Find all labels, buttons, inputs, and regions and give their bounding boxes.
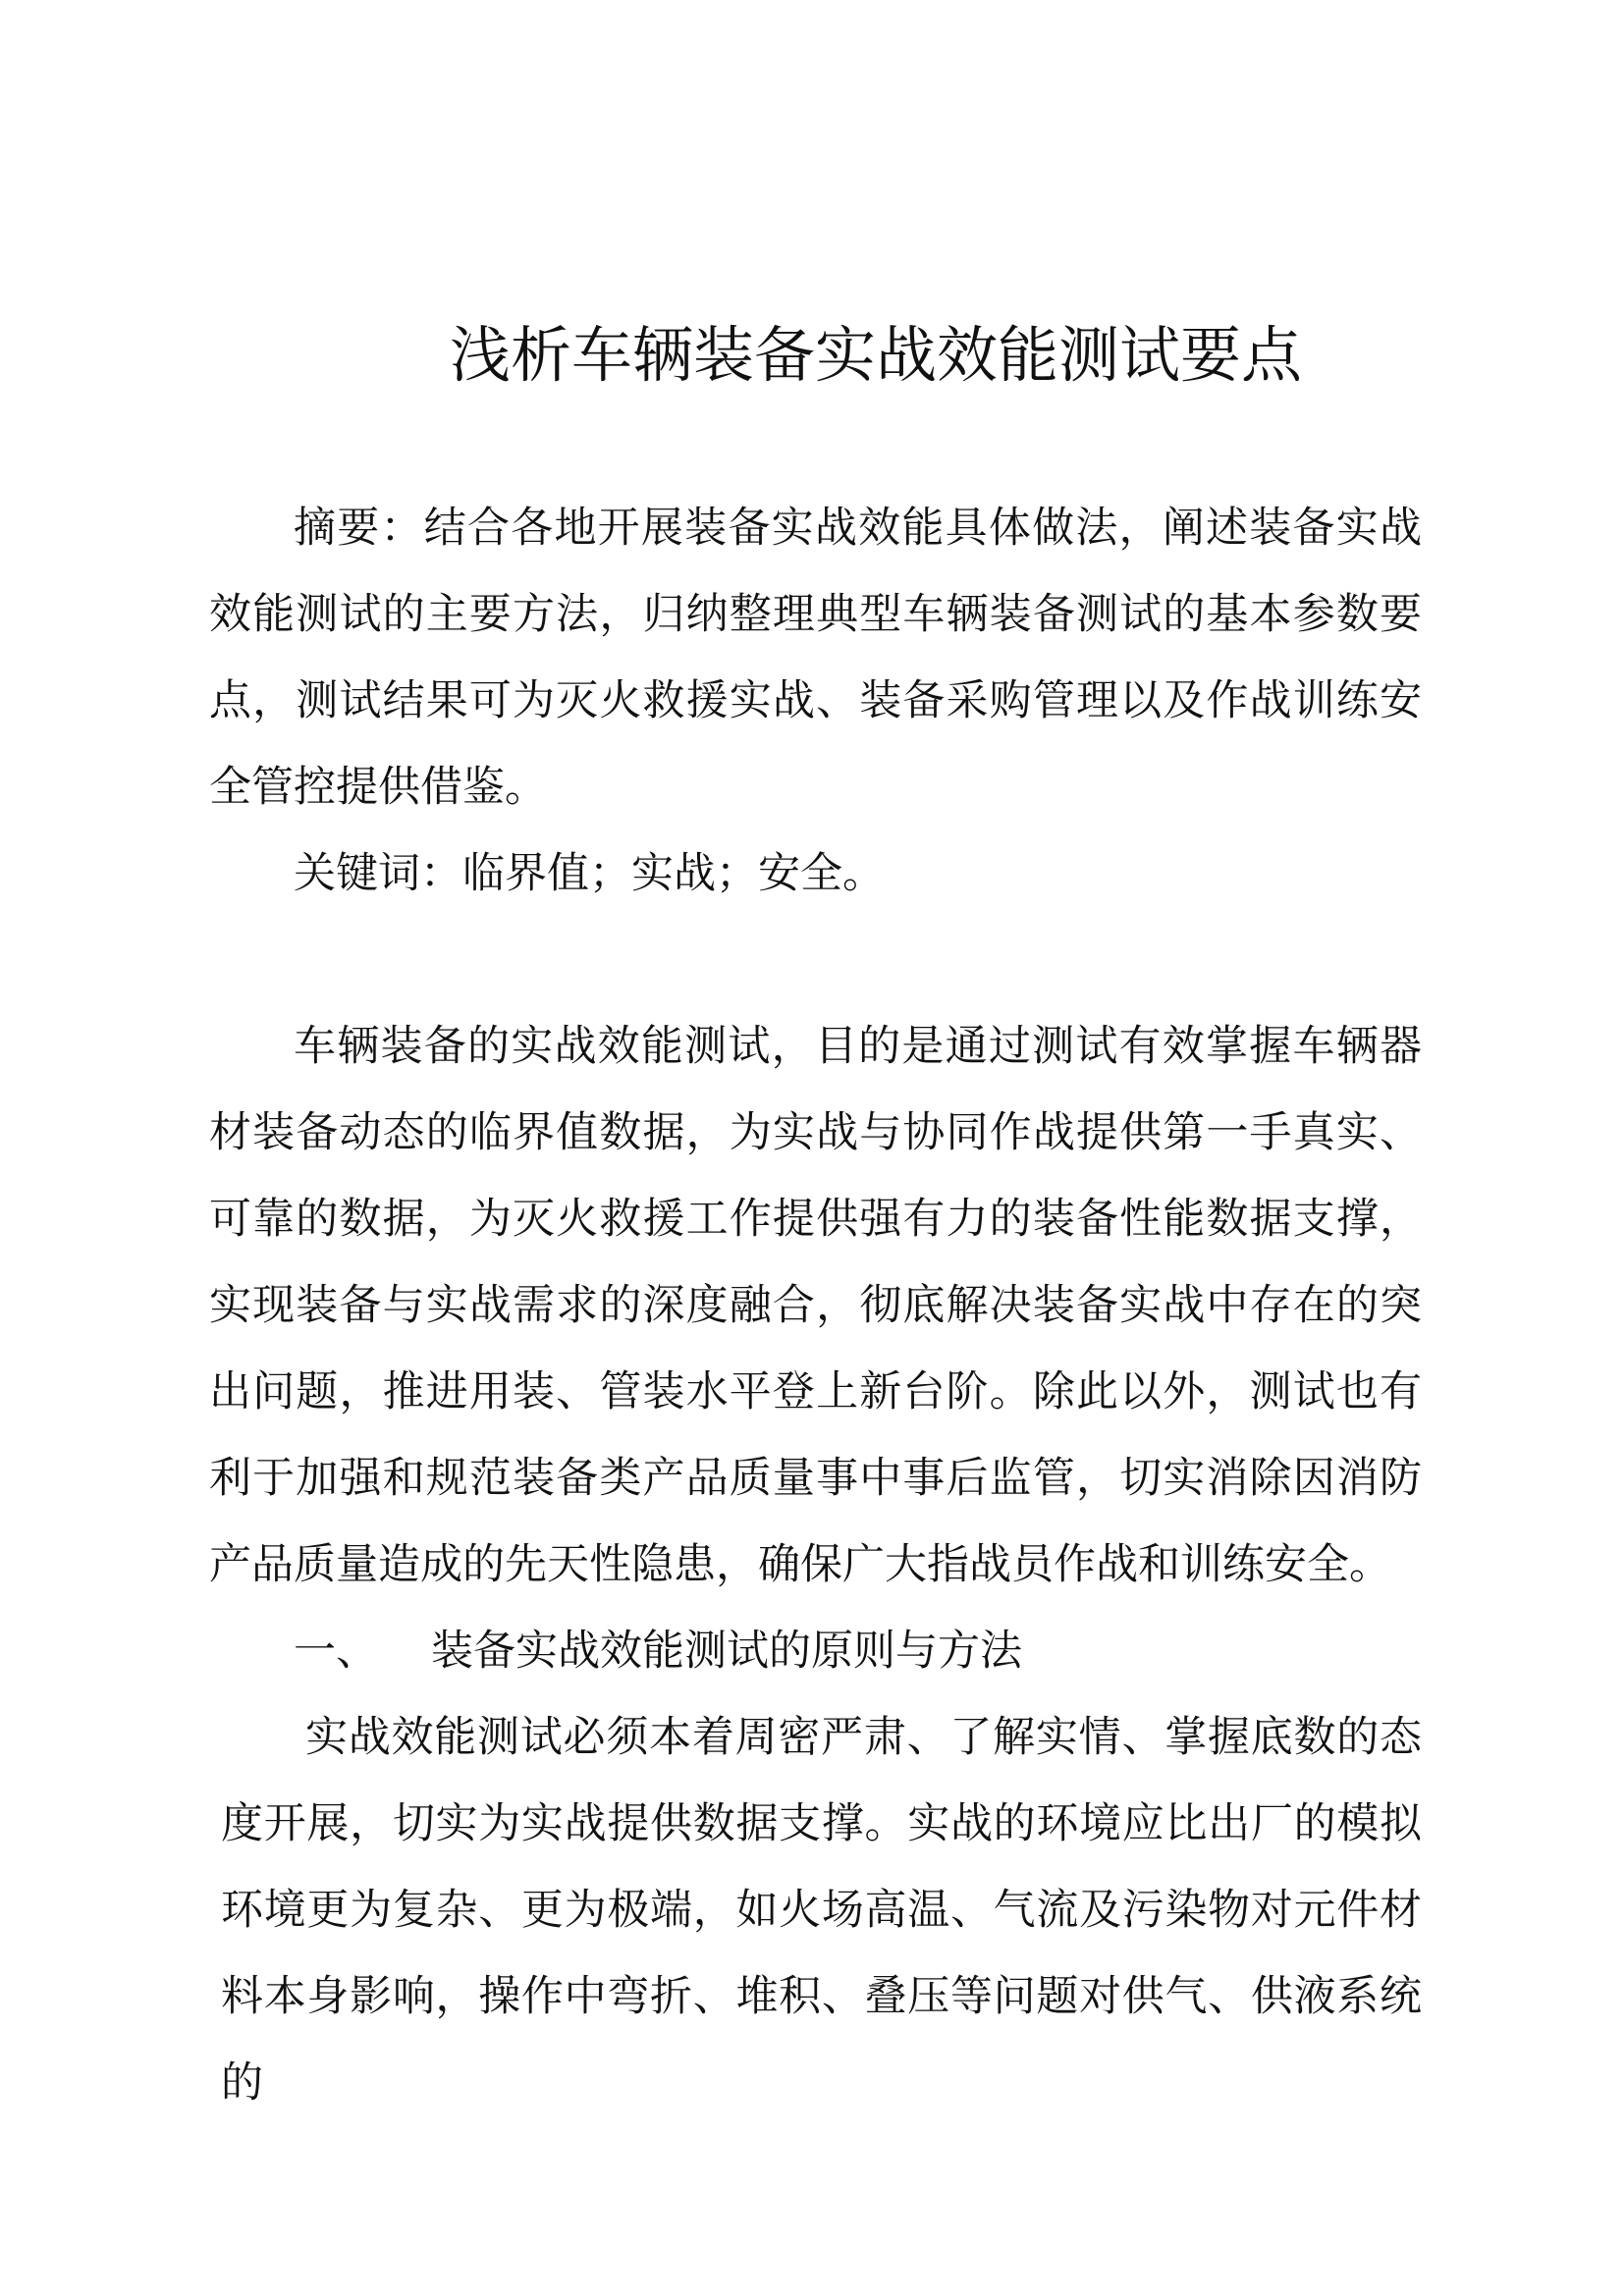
section-heading-text: 装备实战效能测试的原则与方法 <box>431 1627 1022 1676</box>
section-number: 一、 <box>294 1627 378 1676</box>
paragraph-spacer <box>209 917 1422 1003</box>
abstract-paragraph: 摘要：结合各地开展装备实战效能具体做法，阐述装备实战效能测试的主要方法，归纳整理典型车辆装备测试的基本参数要点，测试结果可为灭火救援实战、装备采购管理以及作战训练安全管控提供借鉴。 <box>209 504 1422 812</box>
keywords-paragraph: 关键词：临界值；实战；安全。 <box>294 849 885 898</box>
body-paragraph-2: 实战效能测试必须本着周密严肃、了解实情、掌握底数的态度开展，切实为实战提供数据支撑。实战的环境应比出厂的模拟环境更为复杂、更为极端，如火场高温、气流及污染物对元件材料本身影响，操作中弯折、堆积、叠压等问题对供气、供液系统的 <box>221 1713 1422 2108</box>
body-paragraph-1: 车辆装备的实战效能测试，目的是通过测试有效掌握车辆器材装备动态的临界值数据，为实战与协同作战提供第一手真实、可靠的数据，为灭火救援工作提供强有力的装备性能数据支撑，实现装备与实战需求的深度融合，彻底解决装备实战中存在的突出问题，推进用装、管装水平登上新台阶。除此以外，测试也有利于加强和规范装备类产品质量事中事后监管，切实消除因消防产品质量造成的先天性隐患，确保广大指战员作战和训练安全。 <box>209 1022 1422 1589</box>
document-title: 浅析车辆装备实战效能测试要点 <box>449 319 1302 391</box>
section-heading-1 <box>209 1608 1422 1694</box>
document-body <box>209 485 1422 2126</box>
